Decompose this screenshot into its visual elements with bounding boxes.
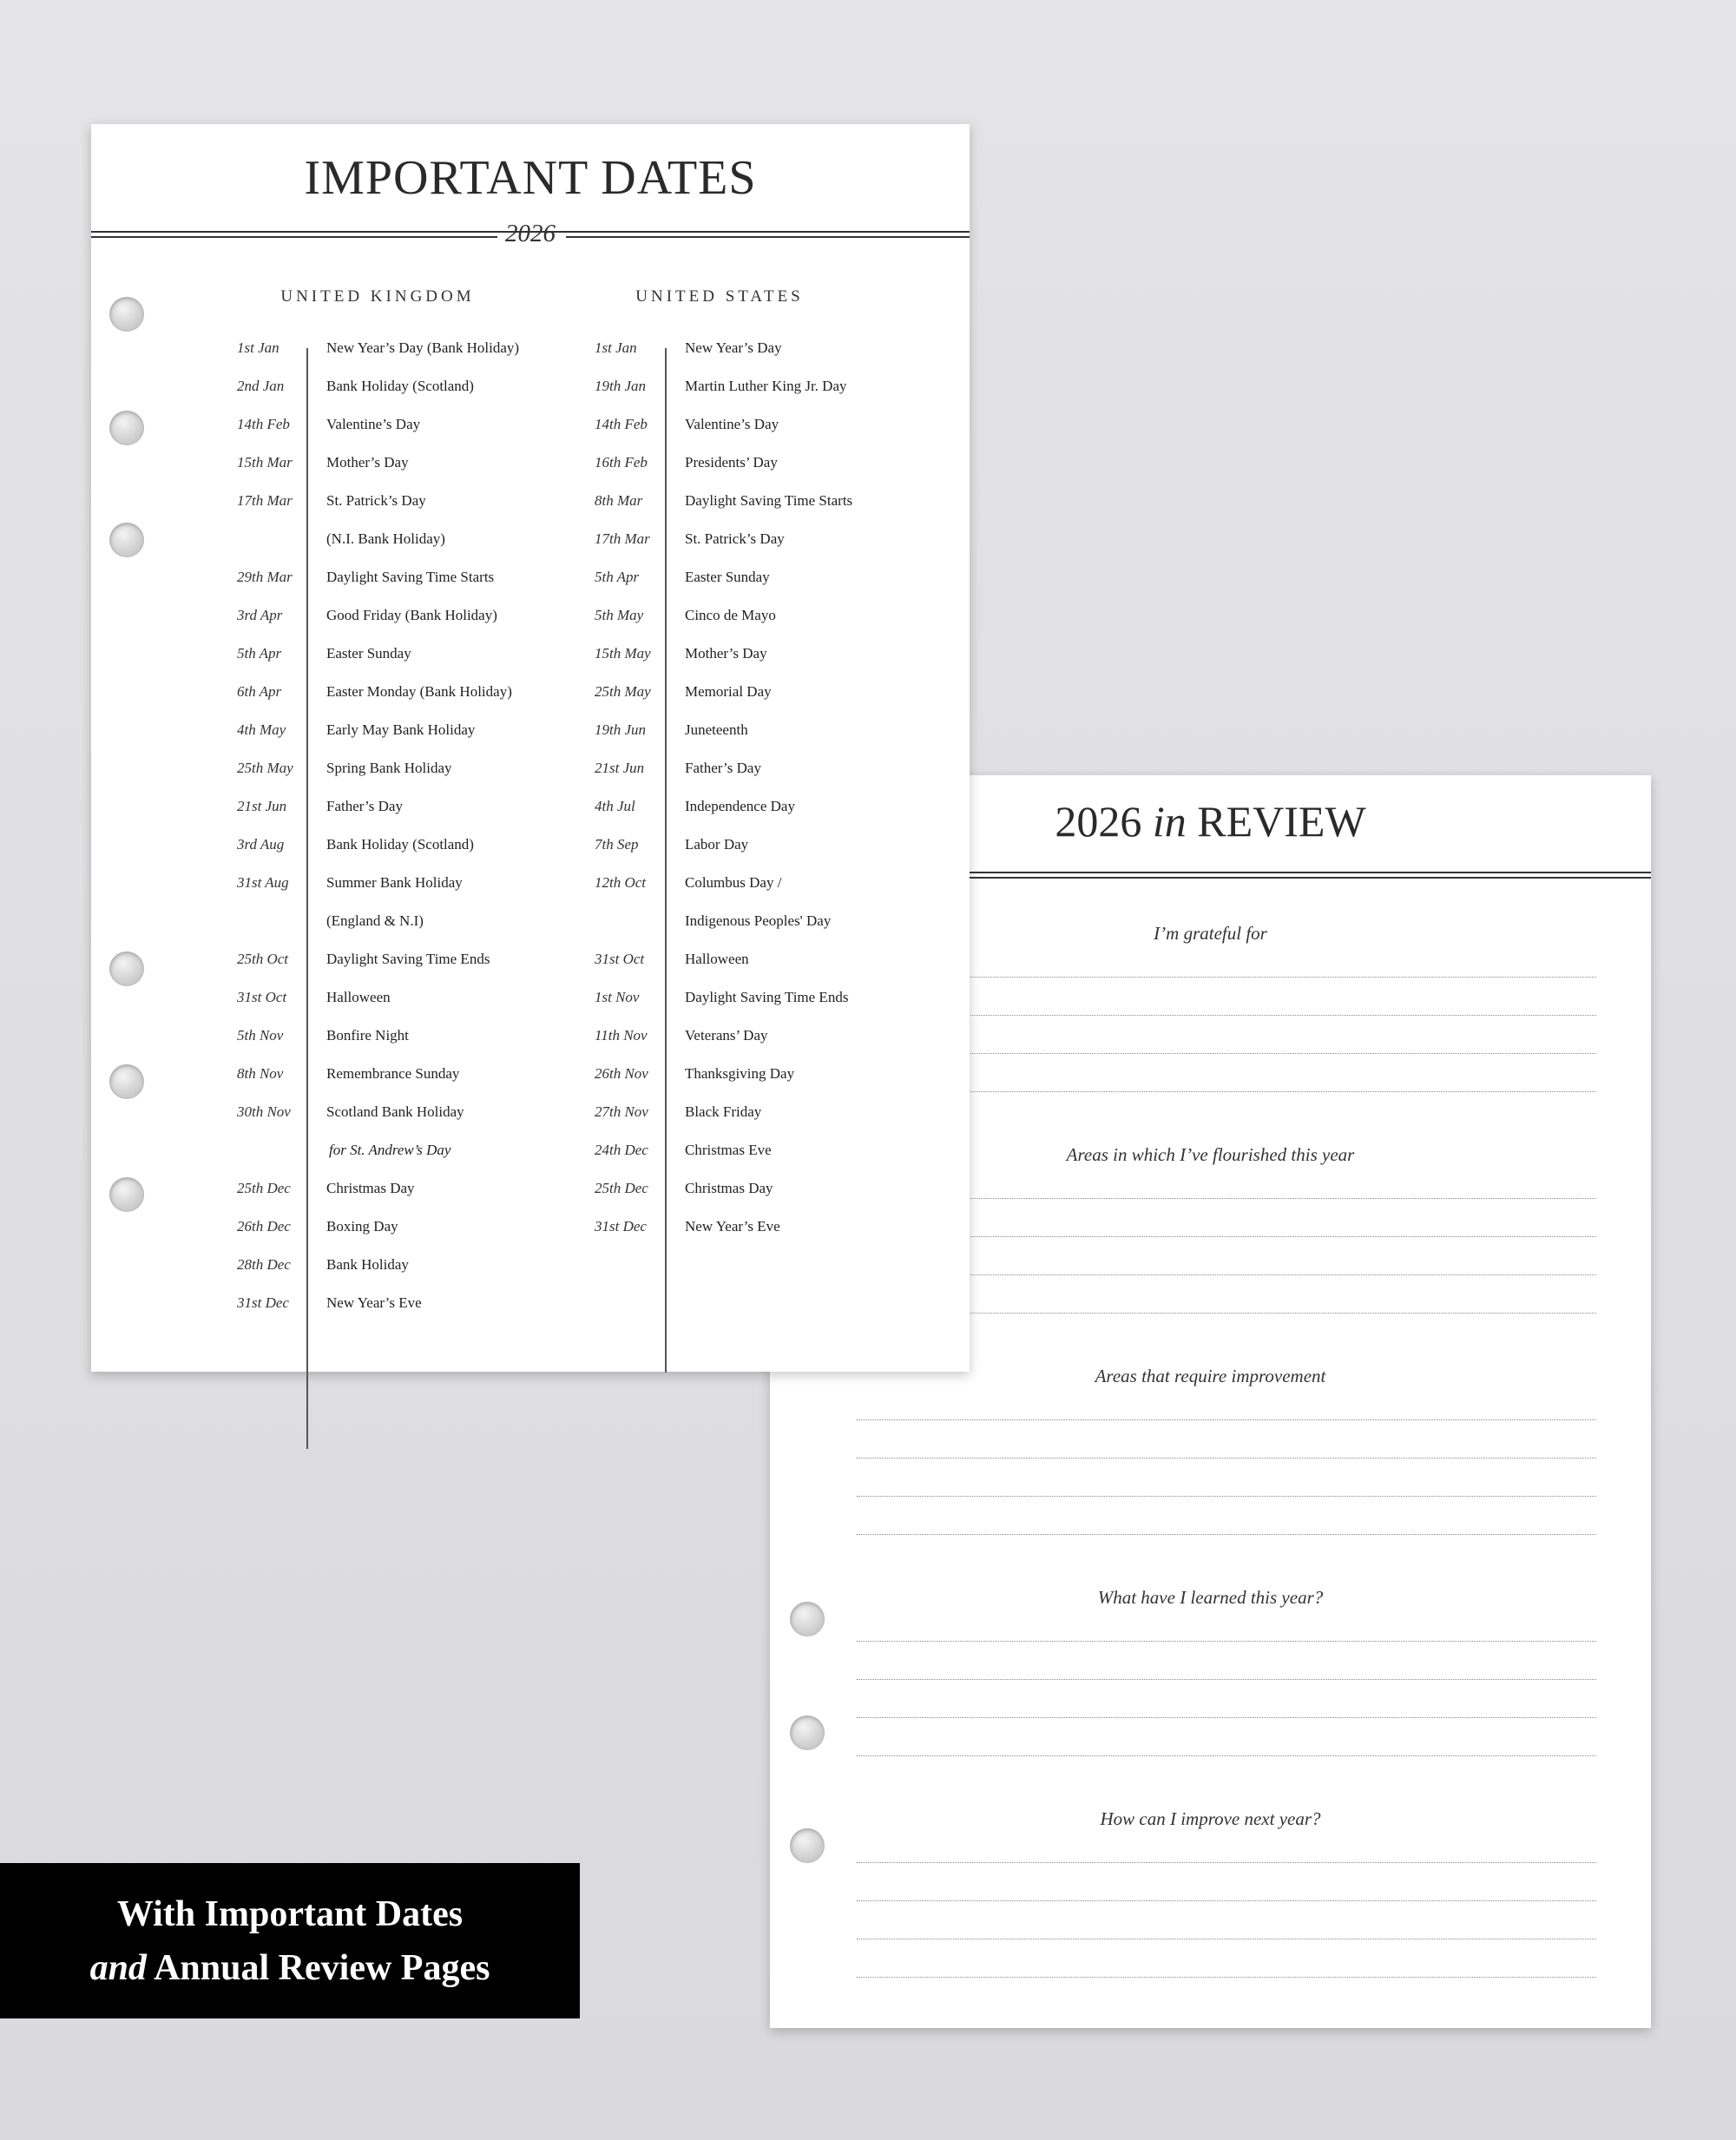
holiday-date: 31st Dec (237, 1294, 289, 1311)
holiday-event: Valentine’s Day (685, 416, 779, 432)
review-prompt: Areas that require improvement (1095, 1366, 1326, 1386)
holiday-date: 21st Jun (237, 798, 287, 814)
holiday-date: 1st Nov (595, 989, 640, 1005)
important-dates-title: IMPORTANT DATES (304, 151, 757, 205)
holiday-date: 31st Aug (237, 874, 289, 891)
binder-hole (109, 523, 144, 557)
caption-line-1: With Important Dates (116, 1893, 464, 1934)
binder-hole (109, 1177, 144, 1212)
review-title-year: 2026 (1055, 797, 1142, 846)
holiday-event: Indigenous Peoples' Day (685, 912, 832, 929)
writing-line[interactable] (857, 1717, 1596, 1718)
holiday-date: 14th Feb (595, 416, 648, 432)
binder-hole (109, 297, 144, 332)
binder-hole (109, 1064, 144, 1099)
holiday-event: Boxing Day (326, 1218, 398, 1235)
holiday-event: (N.I. Bank Holiday) (326, 530, 445, 547)
holiday-event: Easter Sunday (326, 645, 411, 662)
holiday-event: Daylight Saving Time Starts (326, 569, 495, 585)
holiday-date: 24th Dec (595, 1142, 648, 1158)
writing-line[interactable] (857, 1862, 1596, 1863)
holiday-date: 5th May (595, 607, 644, 623)
holiday-date: 8th Mar (595, 492, 643, 509)
writing-line[interactable] (857, 1496, 1596, 1497)
holiday-event: Bank Holiday (Scotland) (326, 378, 474, 394)
holiday-event: Early May Bank Holiday (326, 721, 476, 738)
holiday-date: 8th Nov (237, 1065, 284, 1082)
us-divider (665, 348, 667, 1373)
holiday-event: Labor Day (685, 836, 749, 853)
holiday-event: Bonfire Night (326, 1027, 409, 1044)
holiday-date: 25th Oct (237, 951, 289, 967)
uk-divider (306, 348, 308, 1449)
review-title-word: REVIEW (1197, 797, 1366, 846)
holiday-date: 26th Dec (237, 1218, 291, 1235)
holiday-date: 31st Oct (237, 989, 287, 1005)
writing-line[interactable] (857, 1419, 1596, 1420)
writing-line[interactable] (857, 1679, 1596, 1680)
holiday-event: St. Patrick’s Day (685, 530, 785, 547)
binder-hole (790, 1715, 825, 1750)
holiday-event: Valentine’s Day (326, 416, 421, 432)
holiday-event: Martin Luther King Jr. Day (685, 378, 847, 394)
holiday-date: 16th Feb (595, 454, 648, 471)
holiday-date: 25th May (237, 760, 293, 776)
holiday-event: Good Friday (Bank Holiday) (326, 607, 497, 623)
holiday-event: Christmas Day (326, 1180, 415, 1196)
holiday-event: New Year’s Day (685, 339, 782, 356)
holiday-date: 15th Mar (237, 454, 293, 471)
holiday-date: 15th May (595, 645, 651, 662)
holiday-event: New Year’s Eve (685, 1218, 780, 1235)
holiday-date: 19th Jun (595, 721, 647, 738)
holiday-event: Daylight Saving Time Starts (685, 492, 853, 509)
holiday-event: (England & N.I) (326, 912, 424, 929)
holiday-date: 6th Apr (237, 683, 282, 700)
holiday-date: 5th Apr (237, 645, 282, 662)
holiday-date: 2nd Jan (237, 378, 285, 394)
holiday-event: Halloween (326, 989, 391, 1005)
holiday-event: Daylight Saving Time Ends (685, 989, 849, 1005)
review-title-in: in (1152, 797, 1187, 846)
review-prompt: I’m grateful for (1154, 923, 1267, 944)
holiday-date: 25th Dec (595, 1180, 648, 1196)
uk-heading: UNITED KINGDOM (280, 287, 475, 306)
holiday-event: Thanksgiving Day (685, 1065, 795, 1082)
holiday-event: Daylight Saving Time Ends (326, 951, 490, 967)
review-prompt: How can I improve next year? (1100, 1808, 1321, 1829)
holiday-event: Columbus Day / (685, 874, 782, 891)
holiday-date: 1st Jan (595, 339, 637, 356)
holiday-event: Summer Bank Holiday (326, 874, 463, 891)
writing-line[interactable] (857, 1900, 1596, 1901)
holiday-date: 31st Dec (595, 1218, 647, 1235)
holiday-event: Scotland Bank Holiday (326, 1103, 464, 1120)
holiday-event: Veterans’ Day (685, 1027, 768, 1044)
writing-line[interactable] (857, 1534, 1596, 1535)
us-heading: UNITED STATES (635, 287, 804, 306)
holiday-event: Mother’s Day (326, 454, 409, 471)
holiday-date: 3rd Apr (237, 607, 283, 623)
holiday-event: St. Patrick’s Day (326, 492, 426, 509)
holiday-date: 27th Nov (595, 1103, 648, 1120)
holiday-date: 14th Feb (237, 416, 290, 432)
holiday-event: Halloween (685, 951, 749, 967)
holiday-date: 30th Nov (237, 1103, 291, 1120)
writing-line[interactable] (857, 1977, 1596, 1978)
holiday-event: Remembrance Sunday (326, 1065, 460, 1082)
holiday-date: 26th Nov (595, 1065, 648, 1082)
important-dates-page (91, 124, 970, 1372)
holiday-event: New Year’s Day (Bank Holiday) (326, 339, 520, 356)
holiday-event: Easter Sunday (685, 569, 770, 585)
holiday-date: 4th Jul (595, 798, 635, 814)
holiday-date: 3rd Aug (237, 836, 285, 853)
holiday-date: 5th Nov (237, 1027, 284, 1044)
holiday-event: Mother’s Day (685, 645, 767, 662)
caption-line-2 (0, 1941, 580, 1995)
holiday-event: Spring Bank Holiday (326, 760, 452, 776)
holiday-event: Juneteenth (685, 721, 748, 738)
holiday-date: 21st Jun (595, 760, 645, 776)
holiday-date: 4th May (237, 721, 286, 738)
holiday-date: 17th Mar (595, 530, 650, 547)
holiday-date: 29th Mar (237, 569, 293, 585)
caption-banner (0, 1863, 580, 2018)
holiday-event: Memorial Day (685, 683, 772, 700)
holiday-date: 1st Jan (237, 339, 279, 356)
holiday-event: Bank Holiday (326, 1256, 409, 1273)
holiday-event: Christmas Eve (685, 1142, 772, 1158)
holiday-event: for St. Andrew’s Day (329, 1142, 451, 1158)
writing-line[interactable] (857, 1755, 1596, 1756)
holiday-date: 19th Jan (595, 378, 647, 394)
review-prompt: Areas in which I’ve flourished this year (1066, 1144, 1355, 1165)
holiday-date: 7th Sep (595, 836, 639, 853)
holiday-date: 5th Apr (595, 569, 640, 585)
holiday-event: Black Friday (685, 1103, 762, 1120)
writing-line[interactable] (857, 1641, 1596, 1642)
holiday-event: Father’s Day (326, 798, 403, 814)
holiday-date: 28th Dec (237, 1256, 291, 1273)
dates-year: 2026 (505, 220, 556, 247)
holiday-event: Father’s Day (685, 760, 761, 776)
holiday-event: Bank Holiday (Scotland) (326, 836, 474, 853)
holiday-event: Presidents’ Day (685, 454, 778, 471)
holiday-event: Cinco de Mayo (685, 607, 776, 623)
binder-hole (790, 1602, 825, 1636)
caption-and: and (89, 1947, 147, 1988)
caption-rest: Annual Review Pages (146, 1947, 490, 1988)
holiday-event: Easter Monday (Bank Holiday) (326, 683, 512, 700)
binder-hole (109, 951, 144, 986)
holiday-event: New Year’s Eve (326, 1294, 422, 1311)
holiday-event: Independence Day (685, 798, 795, 814)
holiday-date: 31st Oct (595, 951, 645, 967)
review-prompt: What have I learned this year? (1097, 1587, 1324, 1608)
holiday-date: 12th Oct (595, 874, 647, 891)
holiday-date: 17th Mar (237, 492, 293, 509)
holiday-date: 25th Dec (237, 1180, 291, 1196)
holiday-event: Christmas Day (685, 1180, 773, 1196)
holiday-date: 25th May (595, 683, 651, 700)
binder-hole (109, 411, 144, 445)
binder-hole (790, 1828, 825, 1863)
holiday-date: 11th Nov (595, 1027, 648, 1044)
